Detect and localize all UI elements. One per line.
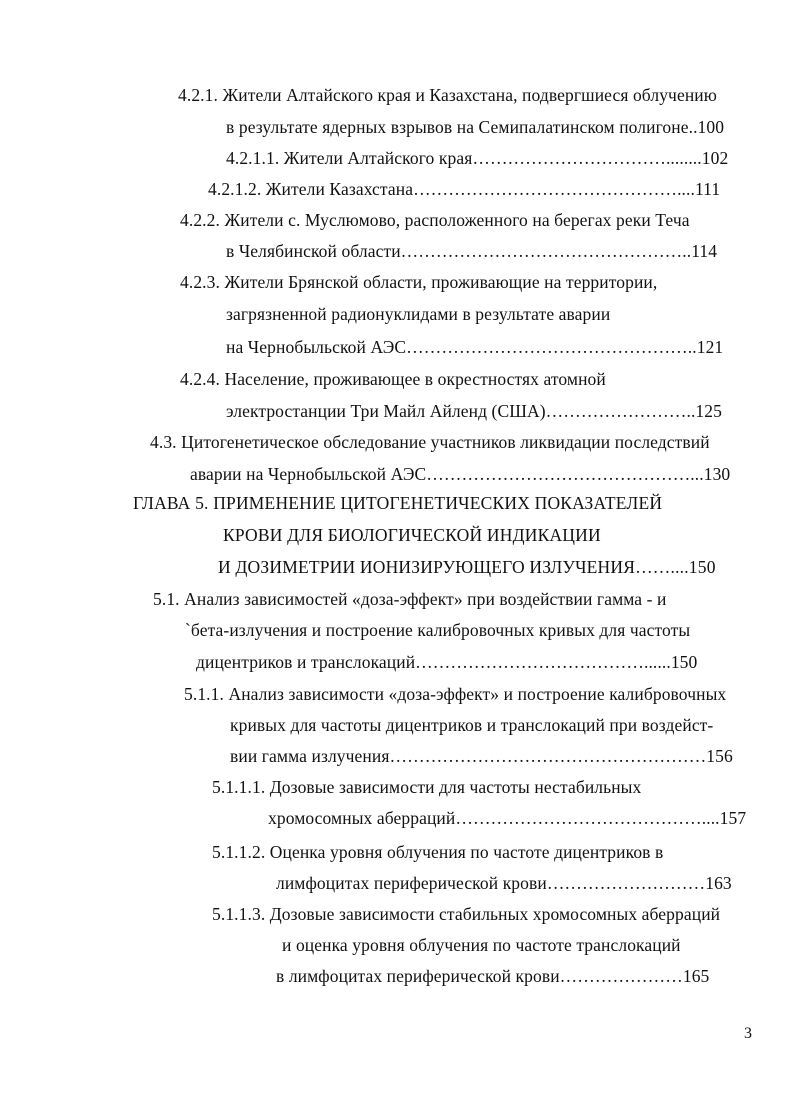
toc-chapter-5-line-1: ГЛАВА 5. ПРИМЕНЕНИЕ ЦИТОГЕНЕТИЧЕСКИХ ПОКАЗАТЕЛЕЙ xyxy=(133,493,663,513)
toc-5-1-1-3-line-1: 5.1.1.3. Дозовые зависимости стабильных хромосомных аберраций xyxy=(212,904,721,924)
toc-5-1-1-2-line-2: лимфоцитах периферической крови………………………163 xyxy=(276,873,732,893)
toc-5-1-1-line-3: вии гамма излучения………………………………………………156 xyxy=(230,746,733,766)
toc-4-2-2-line-2: в Челябинской области…………………………………………..114 xyxy=(226,241,718,261)
toc-4-2-4-line-1: 4.2.4. Население, проживающее в окрестностях атомной xyxy=(180,369,606,389)
toc-4-3-line-2: аварии на Чернобыльской АЭС………………………………………...130 xyxy=(190,464,731,484)
toc-chapter-5-line-3: И ДОЗИМЕТРИИ ИОНИЗИРУЮЩЕГО ИЗЛУЧЕНИЯ……....150 xyxy=(218,557,716,577)
toc-4-2-4-line-2: электростанции Три Майл Айленд (США)……………………..125 xyxy=(226,401,722,421)
toc-5-1-1-line-1: 5.1.1. Анализ зависимости «доза-эффект» и построение калибровочных xyxy=(184,684,727,704)
toc-4-2-1-line-1: 4.2.1. Жители Алтайского края и Казахстана, подвергшиеся облучению xyxy=(178,85,717,105)
toc-5-1-1-3-line-3: в лимфоцитах периферической крови…………………165 xyxy=(276,966,710,986)
toc-4-2-3-line-1: 4.2.3. Жители Брянской области, проживающие на территории, xyxy=(180,272,658,292)
toc-5-1-line-3: дицентриков и транслокаций…………………………………......150 xyxy=(196,652,698,672)
toc-4-2-3-line-3: на Чернобыльской АЭС…………………………………………..121 xyxy=(226,337,724,357)
toc-5-1-1-line-2: кривых для частоты дицентриков и транслокаций при воздейст- xyxy=(230,715,714,735)
toc-4-2-2-line-1: 4.2.2. Жители с. Муслюмово, расположенного на берегах реки Теча xyxy=(180,210,690,230)
toc-4-2-3-line-2: загрязненной радионуклидами в результате аварии xyxy=(226,304,611,324)
toc-5-1-line-2: `бета-излучения и построение калибровочных кривых для частоты xyxy=(185,620,691,640)
toc-4-3-line-1: 4.3. Цитогенетическое обследование участников ликвидации последствий xyxy=(150,432,710,452)
toc-5-1-line-1: 5.1. Анализ зависимостей «доза-эффект» при воздействии гамма - и xyxy=(153,589,667,609)
toc-chapter-5-line-2: КРОВИ ДЛЯ БИОЛОГИЧЕСКОЙ ИНДИКАЦИИ xyxy=(223,525,601,545)
toc-4-2-1-line-2: в результате ядерных взрывов на Семипалатинском полигоне..100 xyxy=(226,117,725,137)
toc-5-1-1-3-line-2: и оценка уровня облучения по частоте транслокаций xyxy=(282,935,681,955)
page-number: 3 xyxy=(744,1025,752,1042)
toc-5-1-1-1-line-2: хромосомных аберраций……………………………………....157 xyxy=(268,808,747,828)
toc-4-2-1-2: 4.2.1.2. Жители Казахстана………………………………………....111 xyxy=(208,179,721,199)
toc-5-1-1-2-line-1: 5.1.1.2. Оценка уровня облучения по частоте дицентриков в xyxy=(212,842,664,862)
toc-5-1-1-1-line-1: 5.1.1.1. Дозовые зависимости для частоты нестабильных xyxy=(212,777,642,797)
toc-4-2-1-1: 4.2.1.1. Жители Алтайского края……………………………........102 xyxy=(226,148,729,168)
